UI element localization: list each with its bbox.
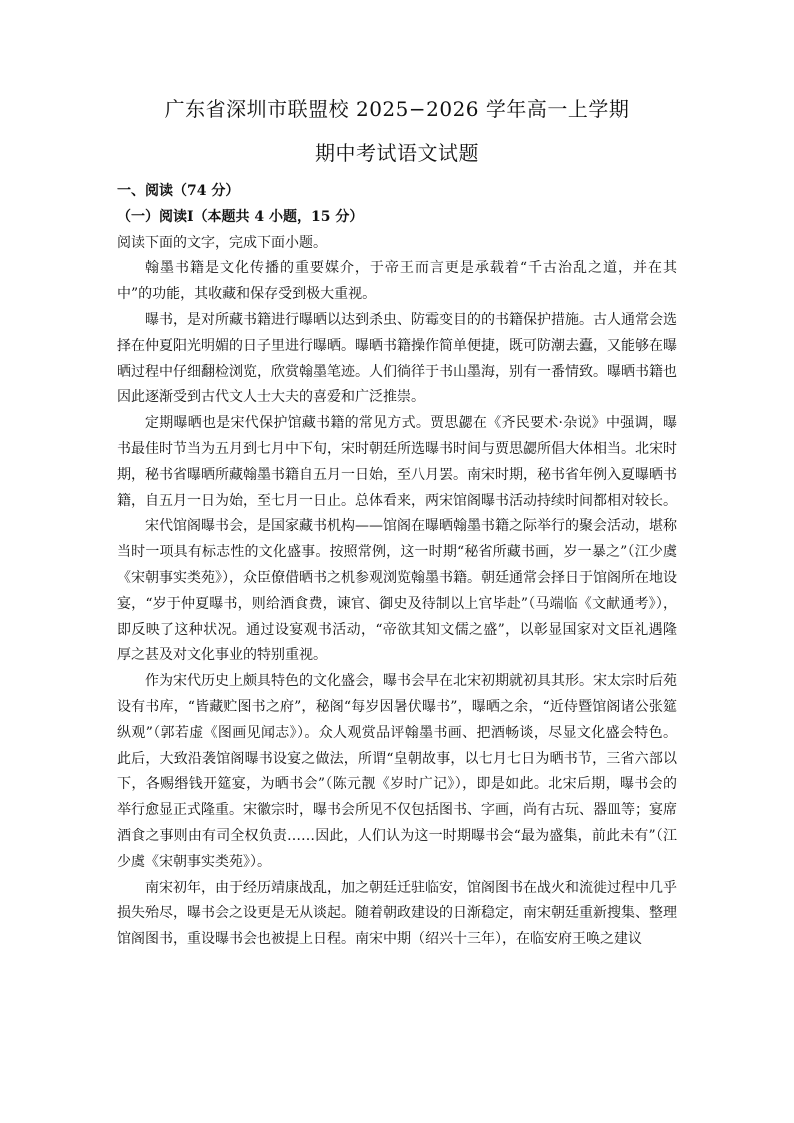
- document-body: [117, 179, 677, 953]
- instruction-text: 阅读下面的文字，完成下面小题。: [117, 234, 327, 251]
- document-title-line-1: 广东省深圳市联盟校 2025−2026 学年高一上学期: [164, 97, 630, 121]
- section-heading: 一、阅读（74 分）: [117, 183, 240, 199]
- paragraph: 宋代馆阁曝书会，是国家藏书机构——馆阁在曝晒翰墨书籍之际举行的聚会活动，堪称当时一项具有标志性的文化盛事。按照常例，这一时期“秘省所藏书画，岁一暴之”（江少虞《宋朝事实类苑》），众臣僚借晒书之机参观浏览翰墨书籍。朝廷通常会择日于馆阁所在地设宴，“岁于仲夏曝书，则给酒食费，谏官、御史及待制以上官毕赴”（马端临《文献通考》），即反映了这种状况。通过设宴观书活动，“帝欲其知文儒之盛”，以彰显国家对文臣礼遇隆厚之甚及对文化事业的特别重视。: [117, 518, 677, 664]
- paragraph: 定期曝晒也是宋代保护馆藏书籍的常见方式。贾思勰在《齐民要术·杂说》中强调，曝书最佳时节当为五月到七月中下旬，宋时朝廷所选曝书时间与贾思勰所倡大体相当。北宋时期，秘书省曝晒所藏翰墨书籍自五月一日始，至八月罢。南宋时期，秘书省年例入夏曝晒书籍，自五月一日为始，至七月一日止。总体看来，两宋馆阁曝书活动持续时间都相对较长。: [117, 415, 677, 509]
- paragraph: 曝书，是对所藏书籍进行曝晒以达到杀虫、防霉变目的的书籍保护措施。古人通常会选择在仲夏阳光明媚的日子里进行曝晒。曝晒书籍操作简单便捷，既可防潮去蠹，又能够在曝晒过程中仔细翻检浏览，欣赏翰墨笔迹。人们徜徉于书山墨海，别有一番情致。曝晒书籍也因此逐渐受到古代文人士大夫的喜爱和广泛推崇。: [117, 311, 677, 406]
- document-title-line-2: 期中考试语文试题: [315, 141, 479, 165]
- subsection-heading: （一）阅读Ⅰ（本题共 4 小题，15 分）: [117, 208, 364, 225]
- paragraph: 翰墨书籍是文化传播的重要媒介，于帝王而言更是承载着“千古治乱之道，并在其中”的功能，其收藏和保存受到极大重视。: [117, 260, 677, 303]
- paragraph: 南宋初年，由于经历靖康战乱，加之朝廷迁驻临安，馆阁图书在战火和流徙过程中几乎损失殆尽，曝书会之设更是无从谈起。随着朝政建设的日渐稳定，南宋朝廷重新搜集、整理馆阁图书，重设曝书会也被提上日程。南宋中期（绍兴十三年），在临安府王唤之建议: [117, 879, 677, 948]
- paragraph: 作为宋代历史上颇具特色的文化盛会，曝书会早在北宋初期就初具其形。宋太宗时后苑设有书库，“皆藏贮图书之府”，秘阁“每岁因暑伏曝书”，曝晒之余，“近侍暨馆阁诸公张筵纵观”（郭若虚《图画见闻志》）。众人观赏品评翰墨书画、把酒畅谈，尽显文化盛会特色。此后，大致沿袭馆阁曝书设宴之做法，所谓“皇朝故事，以七月七日为晒书节，三省六部以下，各赐缗钱开筵宴，为晒书会”（陈元靓《岁时广记》），即是如此。北宋后期，曝书会的举行愈显正式隆重。宋徽宗时，曝书会所见不仅包括图书、字画，尚有古玩、器皿等；宴席酒食之事则由有司全权负责……因此，人们认为这一时期曝书会“最为盛集，前此未有”（江少虞《宋朝事实类苑》）。: [117, 673, 677, 870]
